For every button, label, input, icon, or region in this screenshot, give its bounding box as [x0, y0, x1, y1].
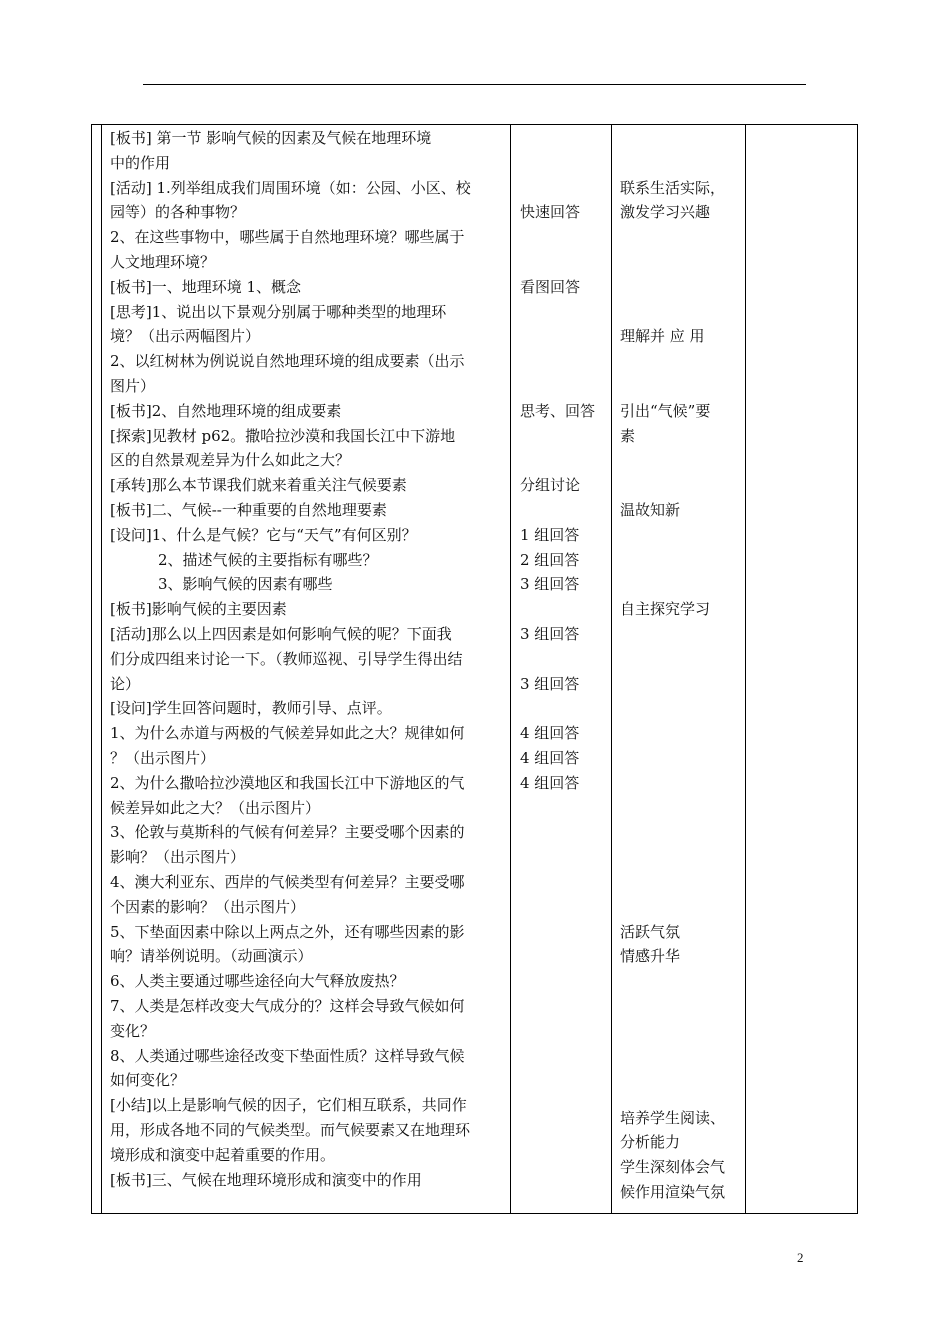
- design-intent-entry: 理解并 应 用: [620, 327, 705, 346]
- teacher-activity-line: 2、在这些事物中，哪些属于自然地理环境？哪些属于: [110, 228, 465, 247]
- teacher-activity-line: [设问]学生回答问题时，教师引导、点评。: [110, 699, 392, 718]
- page-number: 2: [797, 1250, 804, 1265]
- teacher-activity-line: 园等）的各种事物？: [110, 203, 246, 222]
- teacher-activity-line: 如何变化？: [110, 1071, 186, 1090]
- teacher-activity-line: 图片）: [110, 377, 156, 395]
- teacher-activity-line: 3、影响气候的因素有哪些: [158, 575, 333, 594]
- student-activity-entry: 分组讨论: [520, 476, 581, 495]
- table-border-inner: [101, 125, 102, 1213]
- teacher-activity-line: 8、人类通过哪些途径改变下垫面性质？这样导致气候: [110, 1046, 465, 1065]
- teacher-activity-line: 境形成和演变中起着重要的作用。: [110, 1145, 336, 1164]
- teacher-activity-line: 论）: [110, 674, 141, 693]
- teacher-activity-line: [活动] 1.列举组成我们周围环境（如：公园、小区、校: [110, 178, 471, 197]
- teacher-activity-line: [板书]2、自然地理环境的组成要素: [110, 401, 342, 420]
- teacher-activity-line: 影响？（出示图片）: [110, 848, 246, 867]
- teacher-activity-line: 5、下垫面因素中除以上两点之外，还有哪些因素的影: [110, 922, 465, 941]
- teacher-activity-line: 们分成四组来讨论一下。（教师巡视、引导学生得出结: [110, 649, 463, 668]
- teacher-activity-line: [活动]那么以上四因素是如何影响气候的呢？下面我: [110, 625, 452, 643]
- student-activity-entry: 4 组回答: [520, 773, 580, 792]
- student-activity-entry: 4 组回答: [520, 749, 580, 767]
- design-intent-entry: 自主探究学习: [620, 600, 711, 619]
- teacher-activity-line: 4、澳大利亚东、西岸的气候类型有何差异？主要受哪: [110, 873, 465, 891]
- teacher-activity-line: [板书]二、气候--一种重要的自然地理要素: [110, 501, 387, 519]
- teacher-activity-line: [设问]1、什么是气候？它与“天气”有何区别？: [110, 525, 417, 544]
- teacher-activity-line: 3、伦敦与莫斯科的气候有何差异？主要受哪个因素的: [110, 823, 465, 842]
- teacher-activity-line: 个因素的影响？（出示图片）: [110, 897, 306, 916]
- teacher-activity-line: 1、为什么赤道与两极的气候差异如此之大？规律如何: [110, 724, 465, 743]
- lesson-table: [91, 124, 858, 1214]
- teacher-activity-line: [探索]见教材 p62。撒哈拉沙漠和我国长江中下游地: [110, 426, 456, 445]
- design-intent-entry: 候作用渲染气氛: [620, 1183, 726, 1201]
- design-intent-entry: 温故知新: [620, 501, 681, 519]
- header-rule: [143, 84, 806, 85]
- student-activity-entry: 快速回答: [520, 203, 581, 222]
- student-activity-entry: 3 组回答: [520, 625, 580, 643]
- teacher-activity-line: [板书] 第一节 影响气候的因素及气候在地理环境: [110, 129, 432, 147]
- design-intent-entry: 联系生活实际，: [620, 178, 726, 197]
- teacher-activity-line: [小结]以上是影响气候的因子，它们相互联系，共同作: [110, 1096, 467, 1115]
- teacher-activity-line: 候差异如此之大？（出示图片）: [110, 798, 321, 817]
- design-intent-entry: 引出“气候”要: [620, 401, 711, 420]
- design-intent-entry: 素: [620, 426, 636, 445]
- student-activity-entry: 看图回答: [520, 277, 581, 296]
- teacher-activity-line: [板书]一、地理环境 1、概念: [110, 277, 302, 296]
- design-intent-entry: 活跃气氛: [620, 922, 681, 941]
- teacher-activity-line: 2、为什么撒哈拉沙漠地区和我国长江中下游地区的气: [110, 773, 465, 792]
- student-activity-entry: 3 组回答: [520, 674, 580, 693]
- column-divider: [611, 125, 612, 1213]
- teacher-activity-line: 区的自然景观差异为什么如此之大？: [110, 451, 351, 470]
- teacher-activity-line: [思考]1、说出以下景观分别属于哪种类型的地理环: [110, 302, 447, 321]
- teacher-activity-line: 中的作用: [110, 153, 171, 172]
- teacher-activity-line: 7、人类是怎样改变大气成分的？这样会导致气候如何: [110, 997, 465, 1015]
- student-activity-entry: 2 组回答: [520, 550, 580, 569]
- design-intent-entry: 学生深刻体会气: [620, 1158, 726, 1177]
- teacher-activity-line: 6、人类主要通过哪些途径向大气释放废热？: [110, 972, 405, 991]
- design-intent-entry: 情感升华: [620, 947, 681, 966]
- student-activity-column: [520, 125, 610, 1213]
- student-activity-entry: 1 组回答: [520, 525, 580, 544]
- design-intent-column: [620, 125, 744, 1213]
- teacher-activity-line: ？（出示图片）: [110, 749, 216, 767]
- teacher-activity-line: 2、描述气候的主要指标有哪些？: [158, 550, 378, 569]
- design-intent-entry: 培养学生阅读、: [620, 1108, 726, 1127]
- teacher-activity-line: 变化？: [110, 1021, 156, 1040]
- design-intent-entry: 激发学习兴趣: [620, 203, 711, 222]
- teacher-activity-line: 人文地理环境？: [110, 253, 216, 271]
- teacher-activity-column: [110, 125, 510, 1213]
- design-intent-entry: 分析能力: [620, 1133, 681, 1152]
- teacher-activity-line: 境？（出示两幅图片）: [110, 327, 261, 346]
- teacher-activity-line: 用，形成各地不同的气候类型。而气候要素又在地理环: [110, 1121, 471, 1139]
- teacher-activity-line: 2、以红树林为例说说自然地理环境的组成要素（出示: [110, 352, 465, 371]
- teacher-activity-line: [承转]那么本节课我们就来着重关注气候要素: [110, 476, 407, 495]
- student-activity-entry: 3 组回答: [520, 575, 580, 594]
- student-activity-entry: 思考、回答: [520, 401, 596, 420]
- column-divider: [745, 125, 746, 1213]
- teacher-activity-line: [板书]影响气候的主要因素: [110, 600, 287, 619]
- column-divider: [510, 125, 511, 1213]
- student-activity-entry: 4 组回答: [520, 724, 580, 743]
- teacher-activity-line: 响？请举例说明。（动画演示）: [110, 947, 313, 966]
- teacher-activity-line: [板书]三、气候在地理环境形成和演变中的作用: [110, 1170, 422, 1189]
